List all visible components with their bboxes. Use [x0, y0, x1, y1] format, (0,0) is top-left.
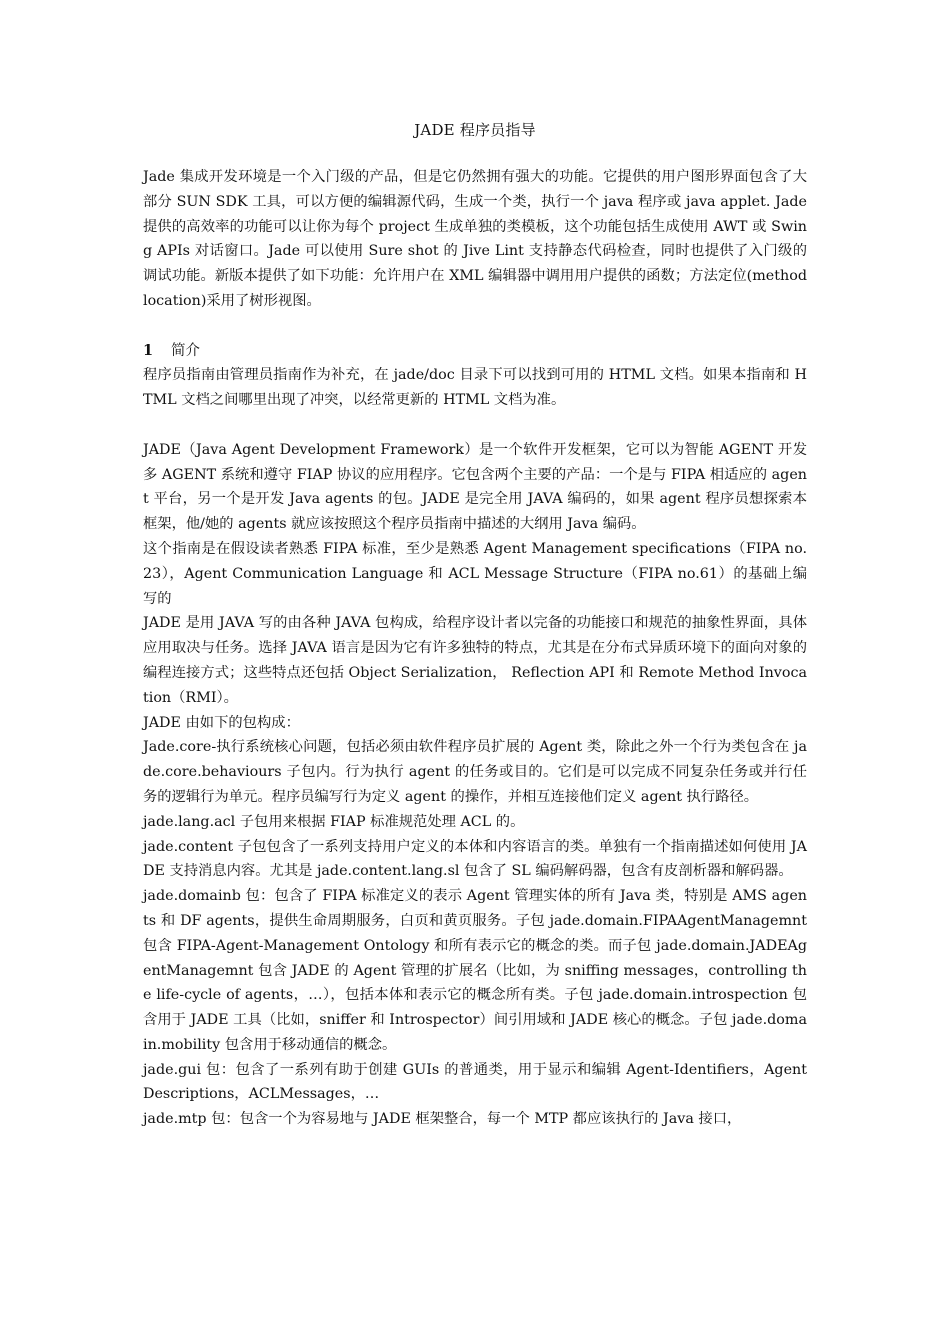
section-paragraph-9: jade.domainb 包：包含了 FIPA 标准定义的表示 Agent 管理实体的所有 Java 类，特别是 AMS agents 和 DF agents，提供生命周期服务，白页和黄页服务。子包 jade.domain.FIPAAgentManagemnt 包含 FIPA-Agent-Management Ontology 和所有表示它的概念的类。而子包 jade.domain.JADEAgentManagemnt 包含 JADE 的 Agent 管理的扩展名（比如，为 sniffing messages，controlling the life-cycle of agents，…），包括本体和表示它的概念所有类。子包 jade.domain.introspection 包含用于 JADE 工具（比如，sniffer 和 Introspector）间引用域和 JADE 核心的概念。子包 jade.domain.mobility 包含用于移动通信的概念。 — [143, 888, 807, 1053]
paragraph-spacer — [143, 413, 807, 438]
section-paragraph-11: jade.mtp 包：包含一个为容易地与 JADE 框架整合，每一个 MTP 都应该执行的 Java 接口， — [143, 1111, 742, 1128]
intro-paragraph: Jade 集成开发环境是一个入门级的产品，但是它仍然拥有强大的功能。它提供的用户图形界面包含了大部分 SUN SDK 工具，可以方便的编辑源代码，生成一个类，执行一个 java 程序或 java applet. Jade 提供的高效率的功能可以让你为每个 project 生成单独的类模板，这个功能包括生成使用 AWT 或 Swing APIs 对话窗口。Jade 可以使用 Sure shot 的 Jive Lint 支持静态代码检查，同时也提供了入门级的调试功能。新版本提供了如下功能：允许用户在 XML 编辑器中调用用户提供的函数；方法定位(method location)采用了树形视图。 — [143, 169, 807, 309]
section-title: 简介 — [171, 342, 200, 359]
section-paragraph-1: 程序员指南由管理员指南作为补充，在 jade/doc 目录下可以找到可用的 HTML 文档。如果本指南和 HTML 文档之间哪里出现了冲突，以经常更新的 HTML 文档为准。 — [143, 367, 807, 409]
section-paragraph-8: jade.content 子包包含了一系列支持用户定义的本体和内容语言的类。单独有一个指南描述如何使用 JADE 支持消息内容。尤其是 jade.content.lang.sl 包含了 SL 编码解码器，包含有皮剖析器和解码器。 — [143, 838, 807, 880]
section-heading — [143, 339, 807, 364]
section-paragraph-7: jade.lang.acl 子包用来根据 FIAP 标准规范处理 ACL 的。 — [143, 813, 525, 830]
section-paragraph-10: jade.gui 包：包含了一系列有助于创建 GUIs 的普通类，用于显示和编辑 Agent-Identifiers，Agent Descriptions，ACLMessages，… — [143, 1061, 807, 1103]
paragraph-spacer — [143, 314, 807, 339]
section-paragraph-2: JADE（Java Agent Development Framework）是一个软件开发框架，它可以为智能 AGENT 开发多 AGENT 系统和遵守 FIAP 协议的应用程序。它包含两个主要的产品：一个是与 FIPA 相适应的 agent 平台，另一个是开发 Java agents 的包。JADE 是完全用 JAVA 编码的，如果 agent 程序员想探索本框架，他/她的 agents 就应该按照这个程序员指南中描述的大纲用 Java 编码。 — [143, 441, 807, 533]
section-paragraph-6: Jade.core-执行系统核心问题，包括必须由软件程序员扩展的 Agent 类，除此之外一个行为类包含在 jade.core.behaviours 子包内。行为执行 agent 的任务或目的。它们是可以完成不同复杂任务或并行任务的逻辑行为单元。程序员编写行为定义 agent 的操作，并相互连接他们定义 agent 执行路径。 — [143, 739, 807, 805]
section-number: 1 — [143, 341, 154, 359]
document-body — [143, 165, 807, 1132]
section-paragraph-5: JADE 由如下的包构成： — [143, 714, 300, 731]
section-paragraph-3: 这个指南是在假设读者熟悉 FIPA 标准，至少是熟悉 Agent Management specifications（FIPA no.23），Agent Communication Language 和 ACL Message Structure（FIPA no.61）的基础上编写的 — [143, 540, 807, 607]
section-paragraph-4: JADE 是用 JAVA 写的由各种 JAVA 包构成，给程序设计者以完备的功能接口和规范的抽象性界面，具体应用取决与任务。选择 JAVA 语言是因为它有许多独特的特点，尤其是在分布式异质环境下的面向对象的编程连接方式；这些特点还包括 Object Serialization， Reflection API 和 Remote Method Invocation（RMI）。 — [143, 615, 807, 706]
document-title: JADE 程序员指导 — [414, 121, 536, 139]
